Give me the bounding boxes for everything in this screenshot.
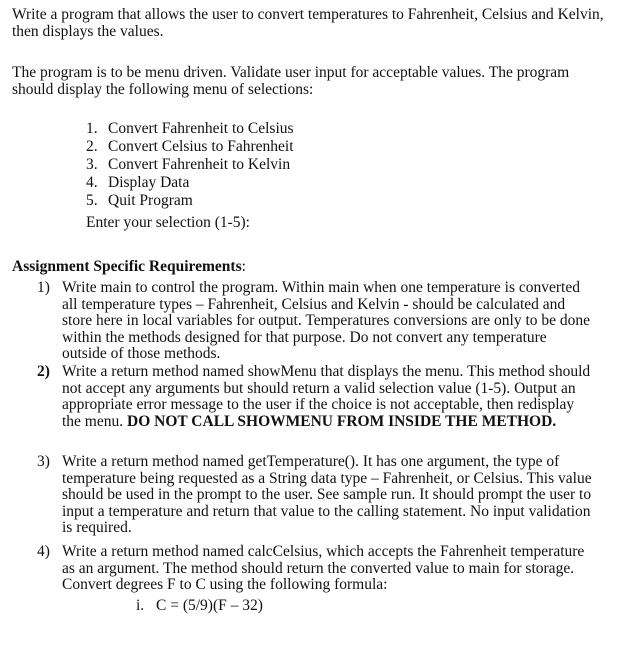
menu-item — [86, 120, 294, 138]
intro-paragraph-2: The program is to be menu driven. Validate user input for acceptable values. The program should display the following menu of selections: — [12, 64, 570, 98]
requirement-text-bold: DO NOT CALL SHOWMENU FROM INSIDE THE METHOD. — [127, 412, 557, 430]
menu-item-label: Convert Celsius to Fahrenheit — [108, 138, 294, 155]
requirements-title-colon: : — [241, 258, 246, 275]
menu-item — [86, 192, 294, 210]
formula-line — [136, 597, 263, 615]
menu-item-number: 3. — [86, 156, 98, 173]
menu-item-label: Convert Fahrenheit to Celsius — [108, 120, 294, 137]
intro-paragraph-1: Write a program that allows the user to convert temperatures to Fahrenheit, Celsius and Kelvin, then displays the values. — [12, 6, 604, 40]
menu-item-number: 5. — [86, 192, 98, 209]
requirement-number: 2) — [37, 363, 50, 380]
menu-item — [86, 156, 294, 174]
menu-item-label: Display Data — [108, 174, 190, 191]
menu-prompt: Enter your selection (1-5): — [86, 214, 250, 231]
requirement-text: Write a return method named getTemperature(). It has one argument, the type of temperature being requested as a String data type – Fahrenheit, or Celsius. This value should be used in the prompt to the user. See sample run. It should prompt the user to input a temperature and return that value to the calling statement. No input validation is required. — [62, 453, 592, 536]
menu-list — [86, 120, 294, 210]
menu-item-number: 2. — [86, 138, 98, 155]
requirements-heading — [12, 258, 246, 276]
menu-item-label: Quit Program — [108, 192, 193, 209]
menu-item-label: Convert Fahrenheit to Kelvin — [108, 156, 291, 173]
requirement-text: Write a return method named calcCelsius, which accepts the Fahrenheit temperature as an argument. The method should return the converted value to main for storage. Convert degrees F to C using the following formula: — [62, 543, 585, 593]
requirement-text — [62, 364, 594, 430]
requirement-number: 1) — [37, 279, 50, 296]
formula-number: i. — [136, 597, 145, 614]
requirements-title: Assignment Specific Requirements — [12, 258, 242, 275]
formula-text: C = (5/9)(F – 32) — [156, 597, 263, 614]
requirement-text: Write main to control the program. Within main when one temperature is converted all temperature types – Fahrenheit, Celsius and Kelvin - should be calculated and store here in local variables for output. Temperatures conversions are only to be done within the methods designed for that purpose. Do not convert any temperature outside of those methods. — [62, 279, 591, 362]
menu-item — [86, 174, 294, 192]
menu-item-number: 4. — [86, 174, 98, 191]
requirement-text-normal: Write a return method named showMenu that displays the menu. This method should not accept any arguments but should return a valid selection value (1-5). Output an appropriate error message to the user if the choice is not acceptable, then redisplay the menu. — [62, 363, 591, 430]
menu-item-number: 1. — [86, 120, 98, 137]
requirement-number: 4) — [37, 543, 50, 560]
menu-item — [86, 138, 294, 156]
requirement-number: 3) — [37, 453, 50, 470]
